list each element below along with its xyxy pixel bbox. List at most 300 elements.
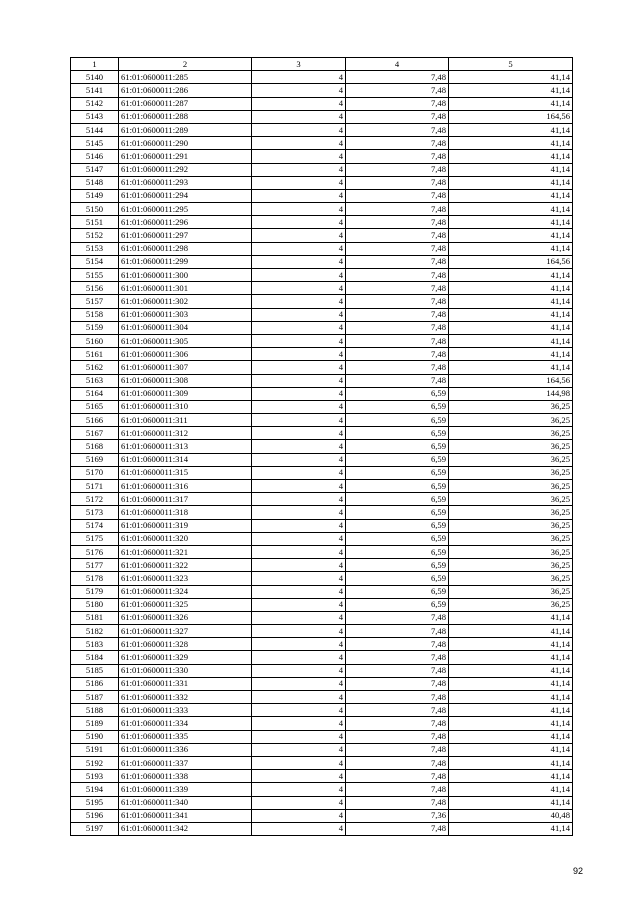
table-row [71, 466, 573, 479]
cadastral-number-cell: 61:01:0600011:318 [119, 506, 252, 519]
cadastral-number-cell: 61:01:0600011:319 [119, 519, 252, 532]
row-number-cell: 5185 [71, 664, 119, 677]
table-row [71, 585, 573, 598]
col-4-value-cell: 7,48 [346, 756, 449, 769]
table-row [71, 321, 573, 334]
col-3-value-cell: 4 [252, 348, 346, 361]
row-number-cell: 5165 [71, 400, 119, 413]
col-3-value-cell: 4 [252, 545, 346, 558]
row-number-cell: 5183 [71, 638, 119, 651]
row-number-cell: 5179 [71, 585, 119, 598]
col-4-value-cell: 7,48 [346, 334, 449, 347]
col-3-value-cell: 4 [252, 822, 346, 835]
row-number-cell: 5152 [71, 229, 119, 242]
col-4-value-cell: 7,36 [346, 809, 449, 822]
row-number-cell: 5153 [71, 242, 119, 255]
col-4-value-cell: 7,48 [346, 269, 449, 282]
table-row [71, 282, 573, 295]
table-row [71, 334, 573, 347]
col-4-value-cell: 7,48 [346, 123, 449, 136]
cadastral-number-cell: 61:01:0600011:340 [119, 796, 252, 809]
row-number-cell: 5195 [71, 796, 119, 809]
row-number-cell: 5194 [71, 783, 119, 796]
header-row [71, 58, 573, 71]
col-3-value-cell: 4 [252, 110, 346, 123]
col-3-value-cell: 4 [252, 651, 346, 664]
col-4-value-cell: 6,59 [346, 387, 449, 400]
table-row [71, 519, 573, 532]
table-row [71, 137, 573, 150]
col-5-value-cell: 36,25 [449, 532, 573, 545]
table-row [71, 743, 573, 756]
cadastral-number-cell: 61:01:0600011:339 [119, 783, 252, 796]
cadastral-number-cell: 61:01:0600011:333 [119, 704, 252, 717]
cadastral-number-cell: 61:01:0600011:328 [119, 638, 252, 651]
table-row [71, 84, 573, 97]
row-number-cell: 5190 [71, 730, 119, 743]
cadastral-number-cell: 61:01:0600011:330 [119, 664, 252, 677]
col-3-value-cell: 4 [252, 453, 346, 466]
table-row [71, 651, 573, 664]
cadastral-number-cell: 61:01:0600011:292 [119, 163, 252, 176]
cadastral-number-cell: 61:01:0600011:316 [119, 480, 252, 493]
row-number-cell: 5173 [71, 506, 119, 519]
table-row [71, 269, 573, 282]
col-4-value-cell: 7,48 [346, 216, 449, 229]
col-3-value-cell: 4 [252, 295, 346, 308]
row-number-cell: 5166 [71, 414, 119, 427]
col-5-value-cell: 41,14 [449, 216, 573, 229]
cadastral-number-cell: 61:01:0600011:298 [119, 242, 252, 255]
col-5-value-cell: 36,25 [449, 506, 573, 519]
row-number-cell: 5157 [71, 295, 119, 308]
col-5-value-cell: 41,14 [449, 361, 573, 374]
col-5-value-cell: 36,25 [449, 598, 573, 611]
col-5-value-cell: 164,56 [449, 110, 573, 123]
table-row [71, 427, 573, 440]
col-4-value-cell: 7,48 [346, 361, 449, 374]
row-number-cell: 5191 [71, 743, 119, 756]
col-4-value-cell: 7,48 [346, 664, 449, 677]
table-row [71, 770, 573, 783]
row-number-cell: 5154 [71, 255, 119, 268]
cadastral-number-cell: 61:01:0600011:304 [119, 321, 252, 334]
col-4-value-cell: 6,59 [346, 453, 449, 466]
col-3-value-cell: 4 [252, 321, 346, 334]
col-5-value-cell: 41,14 [449, 625, 573, 638]
col-4-value-cell: 7,48 [346, 743, 449, 756]
col-5-value-cell: 41,14 [449, 229, 573, 242]
row-number-cell: 5151 [71, 216, 119, 229]
col-4-value-cell: 7,48 [346, 691, 449, 704]
col-4-value-cell: 7,48 [346, 242, 449, 255]
col-5-value-cell: 41,14 [449, 71, 573, 84]
col-4-value-cell: 6,59 [346, 545, 449, 558]
col-5-value-cell: 36,25 [449, 427, 573, 440]
col-4-value-cell: 6,59 [346, 414, 449, 427]
col-3-value-cell: 4 [252, 519, 346, 532]
cadastral-number-cell: 61:01:0600011:323 [119, 572, 252, 585]
col-5-value-cell: 41,14 [449, 203, 573, 216]
col-4-value-cell: 7,48 [346, 770, 449, 783]
cadastral-number-cell: 61:01:0600011:334 [119, 717, 252, 730]
col-4-value-cell: 7,48 [346, 229, 449, 242]
col-4-value-cell: 7,48 [346, 189, 449, 202]
col-5-value-cell: 36,25 [449, 519, 573, 532]
col-3-value-cell: 4 [252, 176, 346, 189]
table-row [71, 809, 573, 822]
col-4-value-cell: 6,59 [346, 559, 449, 572]
col-4-value-cell: 7,48 [346, 796, 449, 809]
col-3-value-cell: 4 [252, 203, 346, 216]
col-3-value-cell: 4 [252, 269, 346, 282]
table-row [71, 453, 573, 466]
col-5-value-cell: 41,14 [449, 638, 573, 651]
row-number-cell: 5164 [71, 387, 119, 400]
col-4-value-cell: 6,59 [346, 532, 449, 545]
col-4-value-cell: 6,59 [346, 493, 449, 506]
cadastral-number-cell: 61:01:0600011:336 [119, 743, 252, 756]
cadastral-number-cell: 61:01:0600011:289 [119, 123, 252, 136]
col-5-value-cell: 36,25 [449, 480, 573, 493]
col-4-value-cell: 7,48 [346, 84, 449, 97]
col-5-value-cell: 36,25 [449, 400, 573, 413]
col-4-value-cell: 7,48 [346, 255, 449, 268]
col-5-value-cell: 41,14 [449, 756, 573, 769]
row-number-cell: 5182 [71, 625, 119, 638]
table-row [71, 717, 573, 730]
col-5-value-cell: 36,25 [449, 585, 573, 598]
col-3-value-cell: 4 [252, 611, 346, 624]
col-4-value-cell: 6,59 [346, 519, 449, 532]
col-4-value-cell: 7,48 [346, 150, 449, 163]
col-3-value-cell: 4 [252, 71, 346, 84]
cadastral-number-cell: 61:01:0600011:294 [119, 189, 252, 202]
row-number-cell: 5155 [71, 269, 119, 282]
row-number-cell: 5161 [71, 348, 119, 361]
col-3-value-cell: 4 [252, 625, 346, 638]
cadastral-number-cell: 61:01:0600011:295 [119, 203, 252, 216]
col-4-value-cell: 7,48 [346, 638, 449, 651]
table-row [71, 348, 573, 361]
col-3-value-cell: 4 [252, 163, 346, 176]
table-row [71, 203, 573, 216]
col-5-value-cell: 40,48 [449, 809, 573, 822]
col-3-value-cell: 4 [252, 743, 346, 756]
cadastral-number-cell: 61:01:0600011:313 [119, 440, 252, 453]
col-3-value-cell: 4 [252, 559, 346, 572]
table-row [71, 163, 573, 176]
col-3-value-cell: 4 [252, 783, 346, 796]
col-5-value-cell: 36,25 [449, 572, 573, 585]
page-number: 92 [572, 866, 583, 876]
cadastral-number-cell: 61:01:0600011:303 [119, 308, 252, 321]
row-number-cell: 5168 [71, 440, 119, 453]
row-number-cell: 5196 [71, 809, 119, 822]
col-5-value-cell: 41,14 [449, 743, 573, 756]
table-row [71, 638, 573, 651]
cadastral-number-cell: 61:01:0600011:327 [119, 625, 252, 638]
col-4-value-cell: 6,59 [346, 598, 449, 611]
row-number-cell: 5171 [71, 480, 119, 493]
col-5-value-cell: 41,14 [449, 822, 573, 835]
table-row [71, 625, 573, 638]
col-3-value-cell: 4 [252, 480, 346, 493]
col-5-value-cell: 36,25 [449, 466, 573, 479]
cadastral-number-cell: 61:01:0600011:302 [119, 295, 252, 308]
cadastral-number-cell: 61:01:0600011:301 [119, 282, 252, 295]
cadastral-number-cell: 61:01:0600011:310 [119, 400, 252, 413]
col-5-value-cell: 41,14 [449, 348, 573, 361]
table-row [71, 295, 573, 308]
col-4-value-cell: 7,48 [346, 110, 449, 123]
col-4-value-cell: 7,48 [346, 374, 449, 387]
table-row [71, 189, 573, 202]
col-3-value-cell: 4 [252, 97, 346, 110]
col-3-value-cell: 4 [252, 150, 346, 163]
col-5-value-cell: 41,14 [449, 717, 573, 730]
column-header-5: 5 [449, 58, 573, 71]
table-row [71, 822, 573, 835]
row-number-cell: 5158 [71, 308, 119, 321]
col-5-value-cell: 41,14 [449, 783, 573, 796]
table-row [71, 176, 573, 189]
col-3-value-cell: 4 [252, 387, 346, 400]
table-row [71, 493, 573, 506]
row-number-cell: 5156 [71, 282, 119, 295]
row-number-cell: 5150 [71, 203, 119, 216]
cadastral-number-cell: 61:01:0600011:315 [119, 466, 252, 479]
col-4-value-cell: 7,48 [346, 71, 449, 84]
cadastral-number-cell: 61:01:0600011:325 [119, 598, 252, 611]
cadastral-number-cell: 61:01:0600011:290 [119, 137, 252, 150]
row-number-cell: 5148 [71, 176, 119, 189]
row-number-cell: 5142 [71, 97, 119, 110]
cadastral-number-cell: 61:01:0600011:300 [119, 269, 252, 282]
col-5-value-cell: 36,25 [449, 440, 573, 453]
col-3-value-cell: 4 [252, 255, 346, 268]
col-3-value-cell: 4 [252, 585, 346, 598]
col-3-value-cell: 4 [252, 440, 346, 453]
col-3-value-cell: 4 [252, 137, 346, 150]
col-5-value-cell: 41,14 [449, 176, 573, 189]
cadastral-number-cell: 61:01:0600011:312 [119, 427, 252, 440]
col-3-value-cell: 4 [252, 466, 346, 479]
col-5-value-cell: 41,14 [449, 704, 573, 717]
col-4-value-cell: 6,59 [346, 427, 449, 440]
table-row [71, 216, 573, 229]
cadastral-number-cell: 61:01:0600011:308 [119, 374, 252, 387]
table-row [71, 150, 573, 163]
cadastral-number-cell: 61:01:0600011:285 [119, 71, 252, 84]
col-3-value-cell: 4 [252, 189, 346, 202]
col-5-value-cell: 41,14 [449, 282, 573, 295]
col-5-value-cell: 36,25 [449, 414, 573, 427]
cadastral-number-cell: 61:01:0600011:287 [119, 97, 252, 110]
table-row [71, 123, 573, 136]
col-4-value-cell: 7,48 [346, 137, 449, 150]
row-number-cell: 5140 [71, 71, 119, 84]
table-row [71, 255, 573, 268]
col-3-value-cell: 4 [252, 691, 346, 704]
table-row [71, 598, 573, 611]
row-number-cell: 5145 [71, 137, 119, 150]
col-4-value-cell: 7,48 [346, 704, 449, 717]
col-3-value-cell: 4 [252, 532, 346, 545]
col-4-value-cell: 7,48 [346, 611, 449, 624]
col-5-value-cell: 41,14 [449, 334, 573, 347]
row-number-cell: 5192 [71, 756, 119, 769]
cadastral-number-cell: 61:01:0600011:321 [119, 545, 252, 558]
row-number-cell: 5160 [71, 334, 119, 347]
col-4-value-cell: 6,59 [346, 572, 449, 585]
table-row [71, 783, 573, 796]
col-3-value-cell: 4 [252, 796, 346, 809]
column-header-3: 3 [252, 58, 346, 71]
row-number-cell: 5184 [71, 651, 119, 664]
row-number-cell: 5163 [71, 374, 119, 387]
row-number-cell: 5149 [71, 189, 119, 202]
col-4-value-cell: 7,48 [346, 308, 449, 321]
row-number-cell: 5159 [71, 321, 119, 334]
col-5-value-cell: 41,14 [449, 150, 573, 163]
col-3-value-cell: 4 [252, 717, 346, 730]
col-5-value-cell: 41,14 [449, 796, 573, 809]
column-header-4: 4 [346, 58, 449, 71]
table-row [71, 480, 573, 493]
table-row [71, 229, 573, 242]
row-number-cell: 5186 [71, 677, 119, 690]
col-4-value-cell: 6,59 [346, 585, 449, 598]
col-4-value-cell: 7,48 [346, 203, 449, 216]
table-row [71, 677, 573, 690]
table-row [71, 400, 573, 413]
col-5-value-cell: 36,25 [449, 545, 573, 558]
table-row [71, 532, 573, 545]
row-number-cell: 5188 [71, 704, 119, 717]
cadastral-number-cell: 61:01:0600011:309 [119, 387, 252, 400]
row-number-cell: 5175 [71, 532, 119, 545]
table-row [71, 664, 573, 677]
col-5-value-cell: 36,25 [449, 559, 573, 572]
row-number-cell: 5141 [71, 84, 119, 97]
table-row [71, 730, 573, 743]
row-number-cell: 5172 [71, 493, 119, 506]
col-3-value-cell: 4 [252, 664, 346, 677]
col-3-value-cell: 4 [252, 282, 346, 295]
col-5-value-cell: 41,14 [449, 163, 573, 176]
table-row [71, 691, 573, 704]
col-5-value-cell: 144,98 [449, 387, 573, 400]
col-3-value-cell: 4 [252, 506, 346, 519]
col-4-value-cell: 7,48 [346, 321, 449, 334]
table-row [71, 308, 573, 321]
cadastral-number-cell: 61:01:0600011:342 [119, 822, 252, 835]
col-5-value-cell: 41,14 [449, 189, 573, 202]
table-row [71, 361, 573, 374]
col-3-value-cell: 4 [252, 229, 346, 242]
row-number-cell: 5189 [71, 717, 119, 730]
cadastral-number-cell: 61:01:0600011:329 [119, 651, 252, 664]
cadastral-number-cell: 61:01:0600011:326 [119, 611, 252, 624]
col-4-value-cell: 7,48 [346, 730, 449, 743]
col-4-value-cell: 7,48 [346, 717, 449, 730]
col-5-value-cell: 164,56 [449, 374, 573, 387]
cadastral-number-cell: 61:01:0600011:286 [119, 84, 252, 97]
col-5-value-cell: 41,14 [449, 691, 573, 704]
col-4-value-cell: 7,48 [346, 348, 449, 361]
col-5-value-cell: 41,14 [449, 677, 573, 690]
table-row [71, 440, 573, 453]
col-3-value-cell: 4 [252, 427, 346, 440]
col-4-value-cell: 6,59 [346, 506, 449, 519]
col-5-value-cell: 41,14 [449, 242, 573, 255]
col-4-value-cell: 6,59 [346, 440, 449, 453]
cadastral-number-cell: 61:01:0600011:337 [119, 756, 252, 769]
table-row [71, 756, 573, 769]
row-number-cell: 5169 [71, 453, 119, 466]
cadastral-number-cell: 61:01:0600011:311 [119, 414, 252, 427]
table-row [71, 374, 573, 387]
table-row [71, 572, 573, 585]
col-5-value-cell: 41,14 [449, 269, 573, 282]
row-number-cell: 5167 [71, 427, 119, 440]
col-5-value-cell: 41,14 [449, 770, 573, 783]
col-4-value-cell: 7,48 [346, 677, 449, 690]
table-row [71, 796, 573, 809]
col-5-value-cell: 41,14 [449, 97, 573, 110]
col-4-value-cell: 7,48 [346, 651, 449, 664]
row-number-cell: 5177 [71, 559, 119, 572]
col-3-value-cell: 4 [252, 361, 346, 374]
col-4-value-cell: 6,59 [346, 480, 449, 493]
table-row [71, 110, 573, 123]
cadastral-number-cell: 61:01:0600011:288 [119, 110, 252, 123]
cadastral-number-cell: 61:01:0600011:341 [119, 809, 252, 822]
col-5-value-cell: 41,14 [449, 730, 573, 743]
table-body [71, 71, 573, 836]
column-header-1: 1 [71, 58, 119, 71]
col-4-value-cell: 7,48 [346, 176, 449, 189]
cadastral-number-cell: 61:01:0600011:324 [119, 585, 252, 598]
cadastral-number-cell: 61:01:0600011:296 [119, 216, 252, 229]
table-row [71, 97, 573, 110]
col-4-value-cell: 7,48 [346, 625, 449, 638]
column-header-2: 2 [119, 58, 252, 71]
row-number-cell: 5197 [71, 822, 119, 835]
col-5-value-cell: 41,14 [449, 295, 573, 308]
row-number-cell: 5176 [71, 545, 119, 558]
col-3-value-cell: 4 [252, 84, 346, 97]
row-number-cell: 5170 [71, 466, 119, 479]
row-number-cell: 5181 [71, 611, 119, 624]
col-4-value-cell: 7,48 [346, 282, 449, 295]
col-5-value-cell: 36,25 [449, 453, 573, 466]
cadastral-number-cell: 61:01:0600011:305 [119, 334, 252, 347]
col-5-value-cell: 41,14 [449, 651, 573, 664]
col-3-value-cell: 4 [252, 242, 346, 255]
table-row [71, 704, 573, 717]
table-row [71, 387, 573, 400]
col-3-value-cell: 4 [252, 123, 346, 136]
table-row [71, 242, 573, 255]
cadastral-number-cell: 61:01:0600011:332 [119, 691, 252, 704]
row-number-cell: 5143 [71, 110, 119, 123]
cadastral-number-cell: 61:01:0600011:317 [119, 493, 252, 506]
table-header [71, 58, 573, 71]
table-row [71, 506, 573, 519]
cadastral-number-cell: 61:01:0600011:293 [119, 176, 252, 189]
